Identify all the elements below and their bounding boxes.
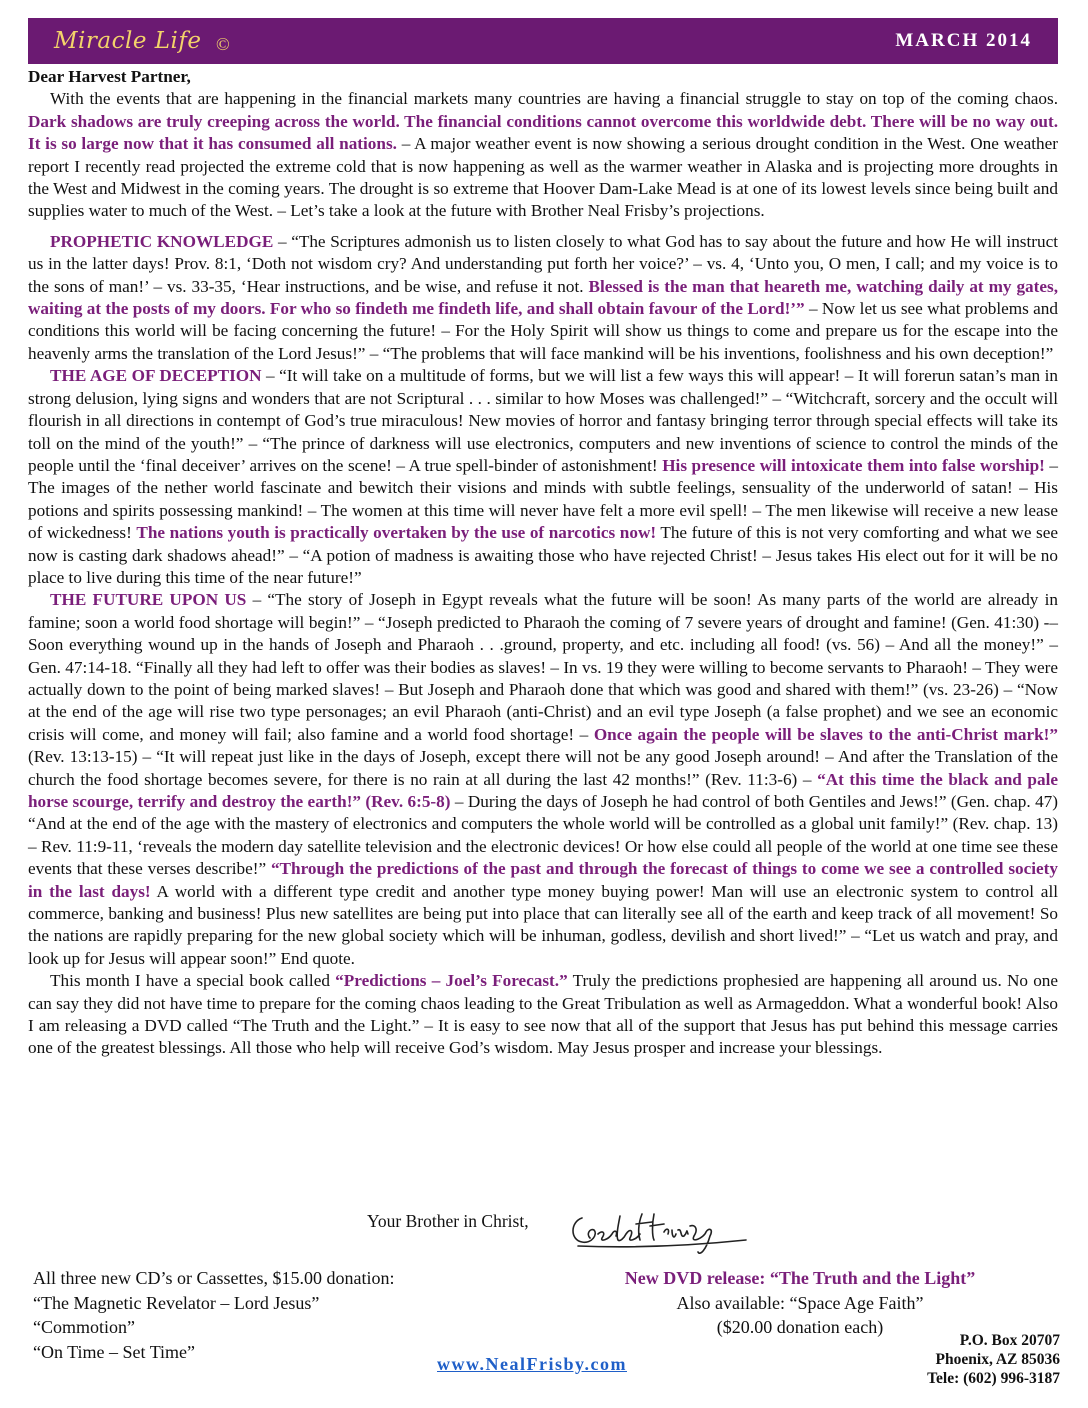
dvd-price: ($20.00 donation each) (716, 1317, 884, 1337)
greeting: Dear Harvest Partner, (28, 67, 191, 86)
section-heading: THE AGE OF DECEPTION (50, 366, 262, 386)
paragraph-special-book (28, 970, 1058, 1060)
text-run: A world with a different type credit and another type money buying power! Man will use an electronic system to control all commerce, banking and business! Plus new satellites are being put into place that can literally see all of the earth and keep track of all movement! So the nations are rapidly preparing for the new global society which will be inhuman, godless, devilish and short lived!” – “Let us watch and pray, and look up for Jesus will appear soon!” End quote. (28, 881, 1058, 968)
text-run: (Rev. 13:13-15) – “It will repeat just like in the days of Joseph, except there will not be any good Joseph around! – And after the Translation of the church the food shortage becomes severe, for there is no rain at all during the last 42 months!” (Rev. 11:3-6) – (28, 747, 1058, 789)
copyright-mark: © (216, 34, 230, 54)
cd-offer (33, 1266, 394, 1364)
text-run: – The images of the nether world fascinate and bewitch their visions and minds with subtle feelings, sensuality of the underworld of satan! – His potions and spirits possessing mankind! – The women at this time will never have felt a more evil spell! – The men likewise will receive a new lease of wickedness! (28, 455, 1059, 543)
paragraph-age-of-deception (28, 365, 1058, 589)
cd-title: “The Magnetic Revelator – Lord Jesus” (33, 1292, 320, 1313)
phone-number: Tele: (602) 996-3187 (927, 1370, 1060, 1387)
website-link[interactable]: www.NealFrisby.com (437, 1354, 627, 1374)
paragraph-future-upon-us (28, 589, 1058, 970)
text-run: The future of this is not very comforting and what we see now is casting dark shadows ahead!” – “A potion of madness is awaiting those who have rejected Christ! – Jesus takes His elect out for it will be no place to live during this time of the near future!” (28, 523, 1058, 587)
sign-off: Your Brother in Christ, (367, 1211, 529, 1231)
text-run: – “The story of Joseph in Egypt reveals what the future will be soon! As many parts of the world are already in famine; soon a world food shortage will begin!” – “Joseph predicted to Pharaoh the coming of 7 severe years of drought and famine! (Gen. 41:30) -–Soon everything wound up in the hands of Joseph and Pharaoh . . .ground, property, and etc. including all food! (vs. 56) – And all the money!” – Gen. 47:14-18. “Finally all they had left to offer was their bodies as slaves! – In vs. 19 they were willing to become servants to Pharaoh! – They were actually down to the point of being marked slaves! – But Joseph and Pharaoh done that which was good and shared with them!” (vs. 23-26) – “Now at the end of the age will rise two type personages; an evil Pharaoh (anti-Christ) and an evil type Joseph (a false prophet) and we see an economic crisis will come, and money will fail; also famine and a world food shortage! – (28, 590, 1059, 744)
text-run: – A major weather event is now showing a serious drought condition in the West. One weather report I recently read projected the extreme cold that is now happening as well as the warmer weather in Alaska and is projecting more droughts in the West and Midwest in the coming years. The drought is so extreme that Hoover Dam-Lake Mead is at one of its lowest levels since being built and supplies water to much of the West. – Let’s take a look at the future with Brother Neal Frisby’s projections. (28, 134, 1059, 221)
paragraph-prophetic-knowledge (28, 231, 1058, 365)
cd-offer-price: All three new CD’s or Cassettes, $15.00 donation: (33, 1268, 395, 1288)
text-run: Truly the predictions prophesied are happening all around us. No one can say they did not have time to prepare for the coming chaos leading to the Great Tribulation as well as Armageddon. What a wonderful book! Also I am releasing a DVD called “The Truth and the Light.” – It is easy to see now that all of the support that Jesus has put behind this message carries one of the greatest blessings. All those who help will receive God’s wisdom. May Jesus prosper and increase your blessings. (28, 971, 1059, 1058)
cd-title: “Commotion” (33, 1317, 135, 1337)
section-heading: THE FUTURE UPON US (50, 590, 247, 610)
dvd-release-title: New DVD release: “The Truth and the Light” (624, 1268, 976, 1288)
newsletter-header (28, 18, 1058, 64)
city-state: Phoenix, AZ 85036 (935, 1351, 1060, 1368)
highlight-run: “Through the predictions of the past and through the forecast of things to come we see a controlled society in the last days! (28, 859, 1059, 901)
dvd-offer (560, 1266, 1040, 1340)
section-heading: PROPHETIC KNOWLEDGE (50, 231, 274, 251)
cd-title: “On Time – Set Time” (33, 1341, 196, 1362)
text-run: – “It will take on a multitude of forms, but we will list a few ways this will appear! – It will forerun satan’s man in strong delusion, lying signs and wonders that are not Scriptural . . . similar to how Moses was challenged!” – “Witchcraft, sorcery and the occult will flourish in all directions in contempt of God’s true miraculous! New movies of horror and fantasy bringing terror through special effects will take its toll on the mind of the youth!” – “The prince of darkness will use electronics, computers and new inventions of science to control the minds of the people until the ‘final deceiver’ arrives on the scene! – A true spell-binder of astonishment! (28, 366, 1058, 475)
text-run: – During the days of Joseph he had control of both Gentiles and Jews!” (Gen. chap. 47) “And at the end of the age with the mastery of electronics and computers the whole world will be controlled as a global unit family!” (Rev. chap. 13) – Rev. 11:9-11, ‘reveals the modern day satellite television and the electronic devices! Or how else could all people of the world at one time see these events that these verses describe!” (28, 792, 1058, 879)
highlight-run: Once again the people will be slaves to the anti-Christ mark!” (593, 724, 1058, 744)
also-available: Also available: “Space Age Faith” (676, 1292, 924, 1313)
handwritten-signature (568, 1204, 758, 1260)
text-run: – “The Scriptures admonish us to listen closely to what God has to say about the future and how He will instruct us in the latter days! Prov. 8:1, ‘Doth not wisdom cry? And understanding put forth her voice?’ – vs. 4, ‘Unto you, O men, I call; and my voice is to the sons of man!’ – vs. 33-35, ‘Hear instructions, and be wise, and refuse it not. (28, 231, 1058, 296)
letter-body (28, 66, 1058, 1060)
highlight-run: “At this time the black and pale horse scourge, terrify and destroy the earth!” (Rev. 6:5-8) (28, 769, 1058, 811)
book-title: “Predictions – Joel’s Forecast.” (335, 971, 568, 991)
highlight-run: The nations youth is practically overtaken by the use of narcotics now! (136, 523, 657, 543)
brand-logo: Miracle Life (54, 28, 202, 54)
text-run: With the events that are happening in the financial markets many countries are having a financial struggle to stay on top of the coming chaos. (50, 89, 1058, 109)
issue-date: MARCH 2014 (895, 30, 1032, 51)
text-run: This month I have a special book called (50, 971, 336, 991)
highlight-run: His presence will intoxicate them into false worship! (662, 455, 1045, 475)
po-box: P.O. Box 20707 (959, 1332, 1060, 1349)
mailing-address (927, 1331, 1060, 1388)
text-run: – Now let us see what problems and conditions this world will be facing concerning the future! – For the Holy Spirit will show us things to come and prepare us for the escape into the heavenly arms the translation of the Lord Jesus!” – “The problems that will face mankind will be his inventions, foolishness and his own deception!” (28, 299, 1058, 363)
paragraph-intro (28, 88, 1058, 222)
highlight-run: Blessed is the man that heareth me, watching daily at my gates, waiting at the posts of my doors. For who so findeth me findeth life, and shall obtain favour of the Lord!’” (28, 276, 1058, 319)
highlight-run: Dark shadows are truly creeping across the world. The financial conditions cannot overcome this worldwide debt. There will be no way out. It is so large now that it has consumed all nations. (28, 111, 1058, 154)
